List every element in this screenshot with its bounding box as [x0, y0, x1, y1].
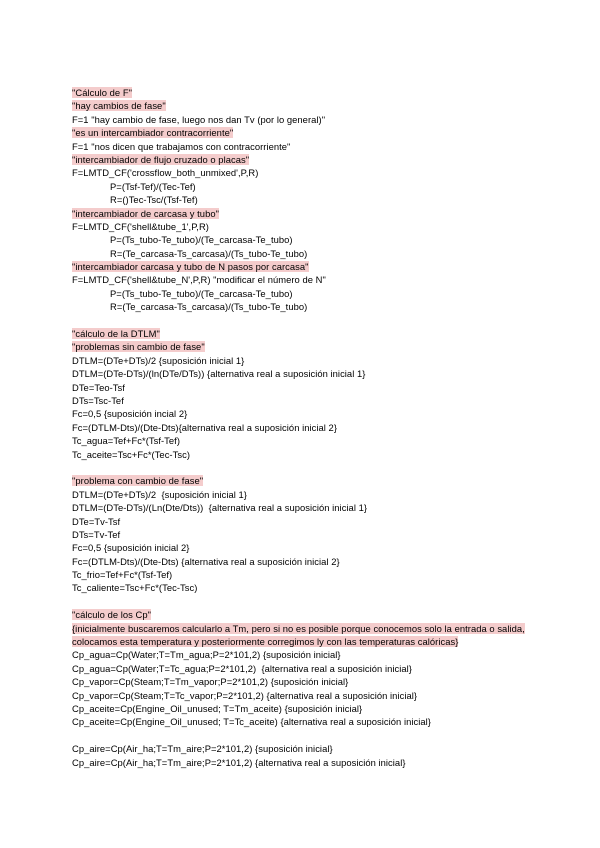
section-spacer	[72, 461, 532, 474]
line-text: Cp_aire=Cp(Air_ha;T=Tm_aire;P=2*101,2) {suposición inicial}	[72, 743, 333, 755]
code-line	[72, 702, 532, 715]
code-line	[72, 715, 532, 728]
line-text: {inicialmente buscaremos calcularlo a Tm, pero si no es posible porque conocemos solo la entrada o salida, colocamos esta temperatura y posteriormente corregimos ly con las temperaturas calóricas}	[72, 622, 525, 648]
line-text: DTe=Teo-Tsf	[72, 381, 125, 393]
code-line	[72, 662, 532, 675]
line-text: Fc=0,5 {suposición incial 2}	[72, 408, 188, 420]
line-text: "problema con cambio de fase"	[72, 475, 204, 487]
code-line	[72, 581, 532, 594]
code-line	[72, 300, 532, 313]
line-text: F=LMTD_CF('crossflow_both_unmixed',P,R)	[72, 167, 259, 179]
line-text: DTs=Tv-Tef	[72, 528, 121, 540]
line-text: DTe=Tv-Tsf	[72, 515, 121, 527]
line-text: DTLM=(DTe+DTs)/2 {suposición inicial 1}	[72, 354, 245, 366]
comment-line	[72, 99, 532, 112]
code-line	[72, 367, 532, 380]
line-text: R=(Te_carcasa-Ts_carcasa)/(Ts_tubo-Te_tubo)	[110, 301, 308, 313]
comment-line	[72, 327, 532, 340]
code-line	[72, 528, 532, 541]
code-line	[72, 568, 532, 581]
comment-line	[72, 608, 532, 621]
code-line	[72, 273, 532, 286]
code-line	[72, 193, 532, 206]
line-text: "problemas sin cambio de fase"	[72, 341, 205, 353]
line-text: Cp_agua=Cp(Water;T=Tc_agua;P=2*101,2) {alternativa real a suposición inicial}	[72, 662, 412, 674]
line-text: R=()Tec-Tsc/(Tsf-Tef)	[110, 194, 198, 206]
code-line	[72, 381, 532, 394]
comment-line	[72, 260, 532, 273]
line-text: "intercambiador de flujo cruzado o placas"	[72, 153, 250, 165]
code-line	[72, 247, 532, 260]
code-line	[72, 407, 532, 420]
comment-line	[72, 474, 532, 487]
code-line	[72, 113, 532, 126]
code-line	[72, 166, 532, 179]
line-text: Tc_caliente=Tsc+Fc*(Tec-Tsc)	[72, 582, 198, 594]
code-line	[72, 448, 532, 461]
code-line	[72, 515, 532, 528]
line-text: P=(Ts_tubo-Te_tubo)/(Te_carcasa-Te_tubo)	[110, 234, 293, 246]
line-text: "es un intercambiador contracorriente"	[72, 127, 234, 139]
code-line	[72, 756, 532, 769]
line-text: Cp_aire=Cp(Air_ha;T=Tm_aire;P=2*101,2) {alternativa real a suposición inicial}	[72, 756, 406, 768]
line-text: Cp_agua=Cp(Water;T=Tm_agua;P=2*101,2) {suposición inicial}	[72, 649, 341, 661]
text-section	[72, 86, 532, 314]
code-line	[72, 421, 532, 434]
code-line	[72, 742, 532, 755]
code-line	[72, 354, 532, 367]
line-text: F=LMTD_CF('shell&tube_N',P,R) "modificar el número de N"	[72, 274, 326, 286]
text-section	[72, 608, 532, 729]
comment-line	[72, 153, 532, 166]
comment-line	[72, 622, 532, 649]
code-line	[72, 233, 532, 246]
line-text: Fc=0,5 {suposición inicial 2}	[72, 542, 190, 554]
line-text: "intercambiador de carcasa y tubo"	[72, 207, 219, 219]
line-text: F=LMTD_CF('shell&tube_1',P,R)	[72, 220, 209, 232]
comment-line	[72, 126, 532, 139]
line-text: P=(Tsf-Tef)/(Tec-Tef)	[110, 180, 196, 192]
line-text: "cálculo de los Cp"	[72, 609, 151, 621]
line-text: Cp_aceite=Cp(Engine_Oil_unused; T=Tc_aceite) {alternativa real a suposición inicial}	[72, 716, 431, 728]
code-line	[72, 434, 532, 447]
line-text: Cp_aceite=Cp(Engine_Oil_unused; T=Tm_aceite) {suposición inicial}	[72, 703, 363, 714]
text-section	[72, 327, 532, 461]
line-text: R=(Te_carcasa-Ts_carcasa)/(Ts_tubo-Te_tubo)	[110, 247, 308, 259]
line-text: Tc_aceite=Tsc+Fc*(Tec-Tsc)	[72, 448, 190, 460]
document-body	[72, 86, 532, 769]
line-text: "Cálculo de F"	[72, 87, 132, 98]
line-text: Tc_agua=Tef+Fc*(Tsf-Tef)	[72, 435, 181, 447]
code-line	[72, 541, 532, 554]
line-text: DTs=Tsc-Tef	[72, 394, 124, 406]
line-text: "intercambiador carcasa y tubo de N pasos por carcasa"	[72, 261, 309, 273]
code-line	[72, 140, 532, 153]
line-text: Fc=(DTLM-Dts)/(Dte-Dts) {alternativa real a suposición inicial 2}	[72, 555, 340, 567]
code-line	[72, 394, 532, 407]
line-text: "cálculo de la DTLM"	[72, 328, 160, 340]
code-line	[72, 675, 532, 688]
section-spacer	[72, 729, 532, 742]
line-text: P=(Ts_tubo-Te_tubo)/(Te_carcasa-Te_tubo)	[110, 287, 293, 299]
line-text: "hay cambios de fase"	[72, 100, 166, 112]
comment-line	[72, 207, 532, 220]
code-line	[72, 287, 532, 300]
line-text: Fc=(DTLM-Dts)/(Dte-Dts){alternativa real a suposición inicial 2}	[72, 421, 338, 433]
code-line	[72, 220, 532, 233]
section-spacer	[72, 314, 532, 327]
code-line	[72, 555, 532, 568]
line-text: F=1 "nos dicen que trabajamos con contracorriente"	[72, 140, 291, 152]
text-section	[72, 742, 532, 769]
code-line	[72, 689, 532, 702]
line-text: DTLM=(DTe-DTs)/(Ln(Dte/Dts)) {alternativa real a suposición inicial 1}	[72, 502, 368, 514]
code-line	[72, 648, 532, 661]
text-section	[72, 474, 532, 595]
section-spacer	[72, 595, 532, 608]
code-line	[72, 488, 532, 501]
code-line	[72, 501, 532, 514]
line-text: Cp_vapor=Cp(Steam;T=Tm_vapor;P=2*101,2) {suposición inicial}	[72, 676, 349, 688]
line-text: DTLM=(DTe-DTs)/(ln(DTe/DTs)) {alternativa real a suposición inicial 1}	[72, 368, 366, 380]
line-text: Tc_frio=Tef+Fc*(Tsf-Tef)	[72, 569, 173, 581]
line-text: F=1 "hay cambio de fase, luego nos dan Tv (por lo general)"	[72, 113, 326, 125]
comment-line	[72, 340, 532, 353]
code-line	[72, 180, 532, 193]
line-text: DTLM=(DTe+DTs)/2 {suposición inicial 1}	[72, 488, 247, 500]
comment-line	[72, 86, 532, 99]
line-text: Cp_vapor=Cp(Steam;T=Tc_vapor;P=2*101,2) {alternativa real a suposición inicial}	[72, 689, 418, 701]
